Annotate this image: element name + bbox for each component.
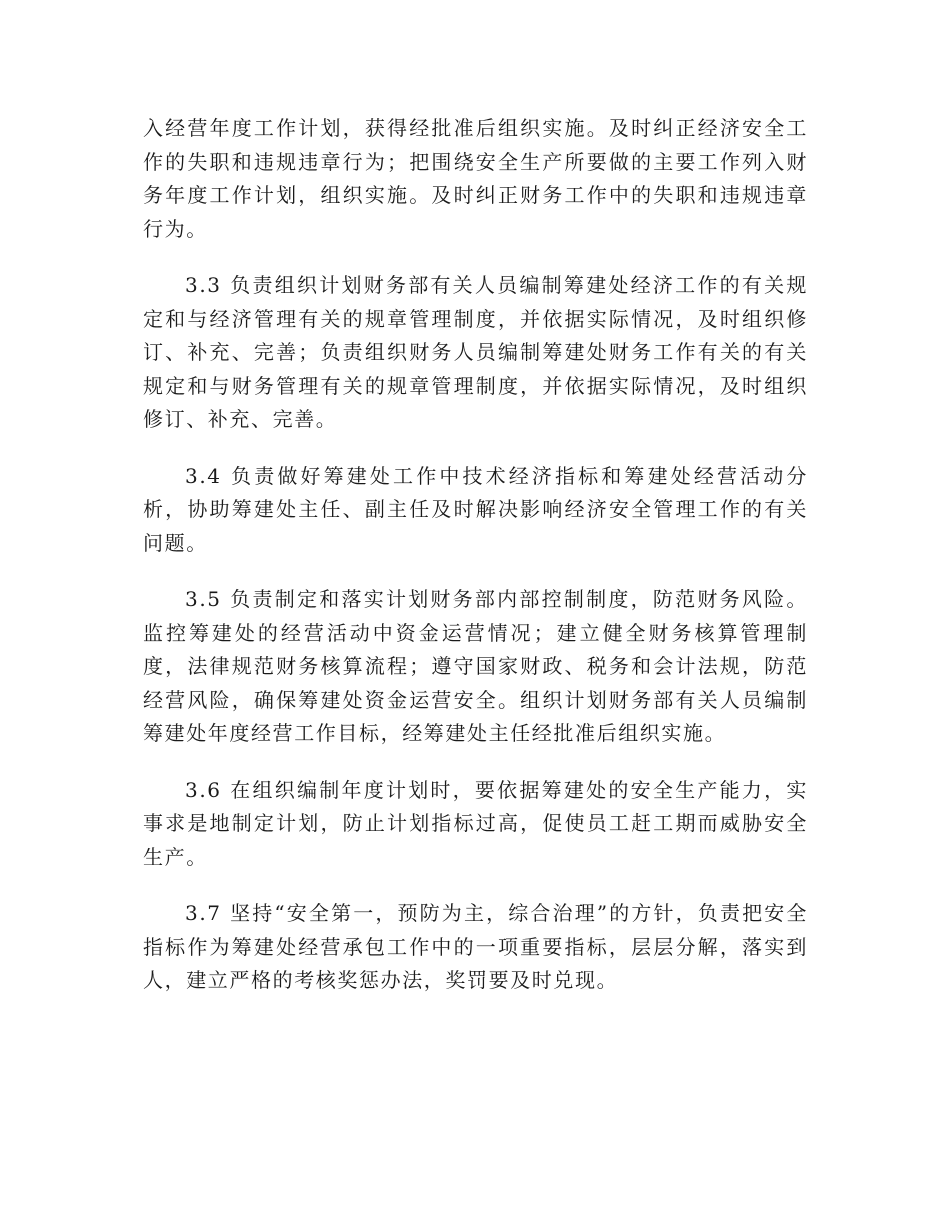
paragraph-3-7: 3.7 坚持“安全第一，预防为主，综合治理”的方针，负责把安全指标作为筹建处经营承包工作中的一项重要指标，层层分解，落实到人，建立严格的考核奖惩办法，奖罚要及时兑现。 xyxy=(143,901,808,992)
paragraph-3-3: 3.3 负责组织计划财务部有关人员编制筹建处经济工作的有关规定和与经济管理有关的规章管理制度，并依据实际情况，及时组织修订、补充、完善；负责组织财务人员编制筹建处财务工作有关的有关规定和与财务管理有关的规章管理制度，并依据实际情况，及时组织修订、补充、完善。 xyxy=(143,273,808,431)
paragraph-continuation: 入经营年度工作计划，获得经批准后组织实施。及时纠正经济安全工作的失职和违规违章行为；把围绕安全生产所要做的主要工作列入财务年度工作计划，组织实施。及时纠正财务工作中的失职和违规违章行为。 xyxy=(143,116,808,241)
paragraph-3-4: 3.4 负责做好筹建处工作中技术经济指标和筹建处经营活动分析，协助筹建处主任、副主任及时解决影响经济安全管理工作的有关问题。 xyxy=(143,463,808,555)
paragraph-3-6: 3.6 在组织编制年度计划时，要依据筹建处的安全生产能力，实事求是地制定计划，防止计划指标过高，促使员工赶工期而威胁安全生产。 xyxy=(143,777,808,869)
paragraph-3-5: 3.5 负责制定和落实计划财务部内部控制制度，防范财务风险。监控筹建处的经营活动中资金运营情况；建立健全财务核算管理制度，法律规范财务核算流程；遵守国家财政、税务和会计法规，防范经营风险，确保筹建处资金运营安全。组织计划财务部有关人员编制筹建处年度经营工作目标，经筹建处主任经批准后组织实施。 xyxy=(143,587,808,745)
document-body xyxy=(143,112,808,1021)
